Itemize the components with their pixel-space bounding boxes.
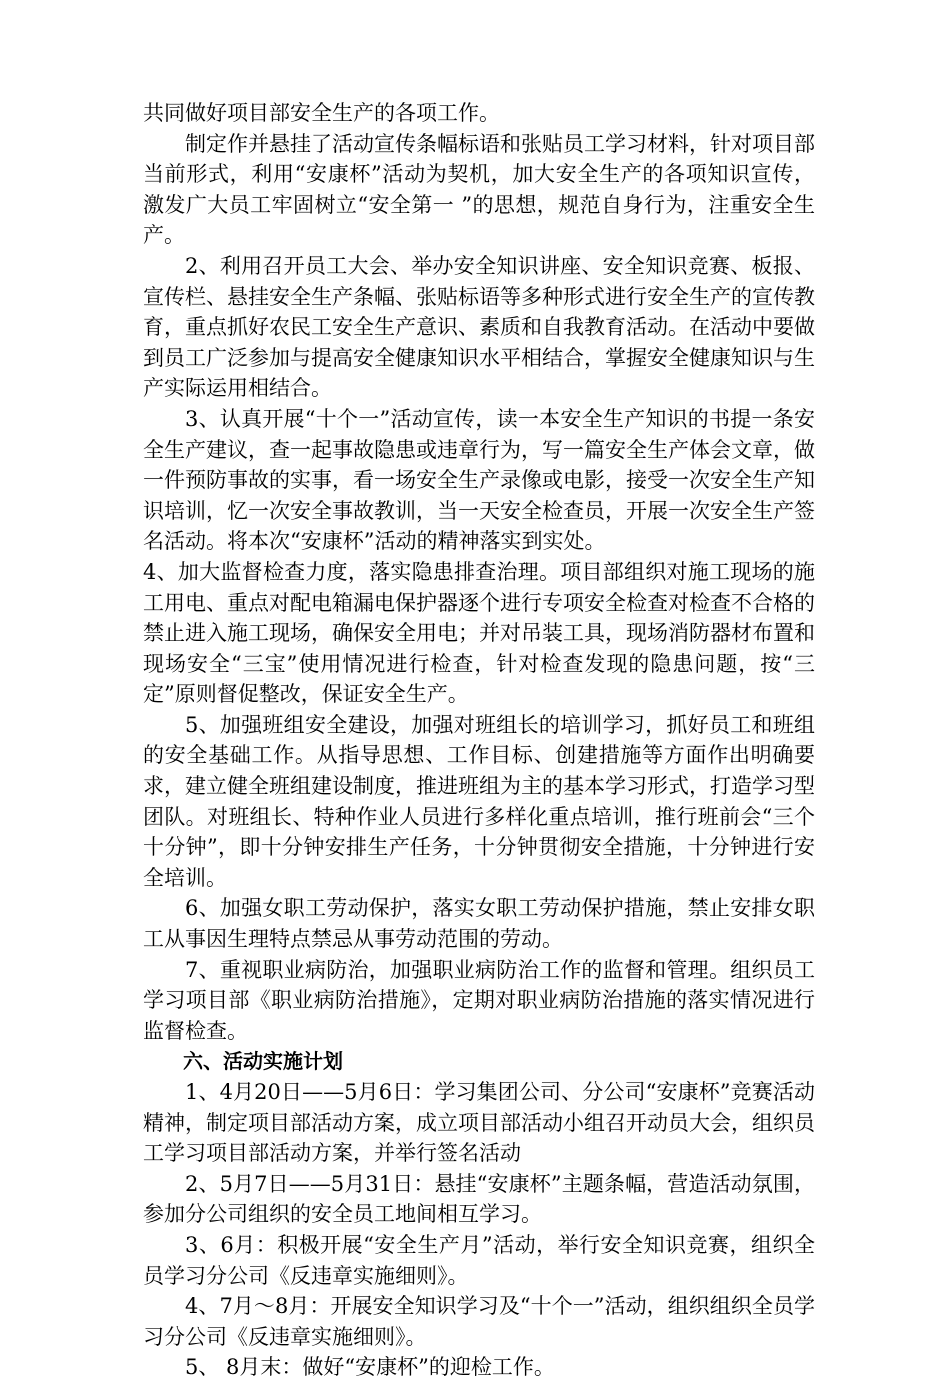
plan-item-2: 2、5月7日——5月31日：悬挂“安康杯”主题条幅，营造活动氛围，参加分公司组织的安全员工地间相互学习。 bbox=[143, 1171, 815, 1227]
plan-item-5: 5、 8月末：做好“安康杯”的迎检工作。 bbox=[185, 1355, 555, 1380]
paragraph-item-3: 3、认真开展“十个一”活动宣传，读一本安全生产知识的书提一条安全生产建议，查一起事故隐患或违章行为，写一篇安全生产体会文章，做一件预防事故的实事，看一场安全生产录像或电影，接受一次安全生产知识培训，忆一次安全事故教训，当一天安全检查员，开展一次安全生产签名活动。将本次“安康杯”活动的精神落实到实处。 bbox=[143, 406, 815, 554]
paragraph-continuation: 共同做好项目部安全生产的各项工作。 bbox=[143, 101, 500, 125]
section-heading-implementation-plan: 六、活动实施计划 bbox=[183, 1049, 343, 1074]
paragraph-item-6: 6、加强女职工劳动保护，落实女职工劳动保护措施，禁止安排女职工从事因生理特点禁忌从事劳动范围的劳动。 bbox=[143, 896, 815, 952]
document-page bbox=[143, 98, 815, 1383]
paragraph-item-5: 5、加强班组安全建设，加强对班组长的培训学习，抓好员工和班组的安全基础工作。从指导思想、工作目标、创建措施等方面作出明确要求，建立健全班组建设制度，推进班组为主的基本学习形式，打造学习型团队。对班组长、特种作业人员进行多样化重点培训，推行班前会“三个十分钟”，即十分钟安排生产任务，十分钟贯彻安全措施，十分钟进行安全培训。 bbox=[143, 712, 815, 890]
plan-item-4: 4、7月～8月：开展安全知识学习及“十个一”活动，组织组织全员学习分公司《反违章实施细则》。 bbox=[143, 1294, 815, 1349]
plan-item-3: 3、6月：积极开展“安全生产月”活动，举行安全知识竞赛，组织全员学习分公司《反违章实施细则》。 bbox=[143, 1232, 815, 1288]
paragraph-banner-materials: 制定作并悬挂了活动宣传条幅标语和张贴员工学习材料，针对项目部当前形式，利用“安康杯”活动为契机，加大安全生产的各项知识宣传，激发广大员工牢固树立“安全第一 ”的思想，规范自身行为，注重安全生产。 bbox=[143, 131, 815, 248]
paragraph-item-4: 4、加大监督检查力度，落实隐患排查治理。项目部组织对施工现场的施工用电、重点对配电箱漏电保护器逐个进行专项安全检查对检查不合格的禁止进入施工现场，确保安全用电；并对吊装工具，现场消防器材布置和现场安全“三宝”使用情况进行检查，针对检查发现的隐患问题，按“三定”原则督促整改，保证安全生产。 bbox=[143, 559, 815, 707]
plan-item-1: 1、4月20日——5月6日：学习集团公司、分公司“安康杯”竞赛活动精神，制定项目部活动方案，成立项目部活动小组召开动员大会，组织员工学习项目部活动方案，并举行签名活动 bbox=[143, 1080, 815, 1166]
paragraph-item-7: 7、重视职业病防治，加强职业病防治工作的监督和管理。组织员工学习项目部《职业病防治措施》，定期对职业病防治措施的落实情况进行监督检查。 bbox=[143, 957, 815, 1043]
paragraph-item-2: 2、利用召开员工大会、举办安全知识讲座、安全知识竞赛、板报、宣传栏、悬挂安全生产条幅、张贴标语等多种形式进行安全生产的宣传教育，重点抓好农民工安全生产意识、素质和自我教育活动。在活动中要做到员工广泛参加与提高安全健康知识水平相结合，掌握安全健康知识与生产实际运用相结合。 bbox=[143, 253, 815, 401]
